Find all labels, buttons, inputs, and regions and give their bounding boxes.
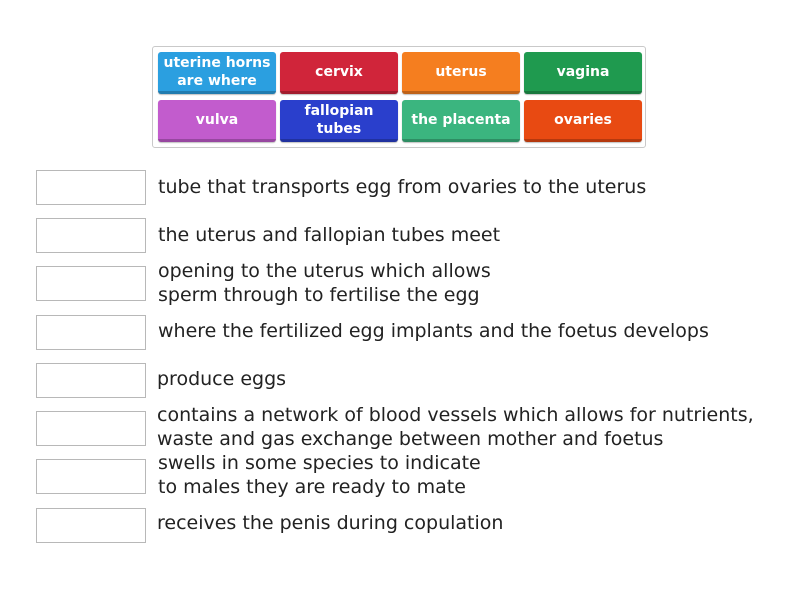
- clue-text: produce eggs: [157, 368, 287, 390]
- answer-drop-box[interactable]: [36, 508, 146, 543]
- tile-vagina[interactable]: vagina: [524, 52, 642, 94]
- answer-drop-box[interactable]: [36, 218, 146, 253]
- clue-text: contains a network of blood vessels which allows for nutrients, waste and gas exchange between mother and foetus: [157, 404, 754, 450]
- tile-ovaries[interactable]: ovaries: [524, 100, 642, 142]
- clue-text: receives the penis during copulation: [157, 512, 504, 534]
- clue-text: swells in some species to indicate to males they are ready to mate: [158, 452, 481, 498]
- answer-tile-bank: [152, 46, 646, 148]
- clue-text: where the fertilized egg implants and the foetus develops: [158, 320, 709, 342]
- tile-cervix[interactable]: cervix: [280, 52, 398, 94]
- tile-vulva[interactable]: vulva: [158, 100, 276, 142]
- clue-text: opening to the uterus which allows sperm through to fertilise the egg: [158, 260, 491, 306]
- tile-fallopian-tubes[interactable]: fallopian tubes: [280, 100, 398, 142]
- clue-text: the uterus and fallopian tubes meet: [158, 224, 501, 246]
- answer-drop-box[interactable]: [36, 459, 146, 494]
- answer-drop-box[interactable]: [36, 266, 146, 301]
- answer-drop-box[interactable]: [36, 363, 146, 398]
- answer-drop-box[interactable]: [36, 315, 146, 350]
- answer-drop-box[interactable]: [36, 411, 146, 446]
- clue-text: tube that transports egg from ovaries to the uterus: [158, 176, 647, 198]
- tile-the-placenta[interactable]: the placenta: [402, 100, 520, 142]
- tile-uterus[interactable]: uterus: [402, 52, 520, 94]
- answer-drop-box[interactable]: [36, 170, 146, 205]
- tile-uterine-horns[interactable]: uterine horns are where: [158, 52, 276, 94]
